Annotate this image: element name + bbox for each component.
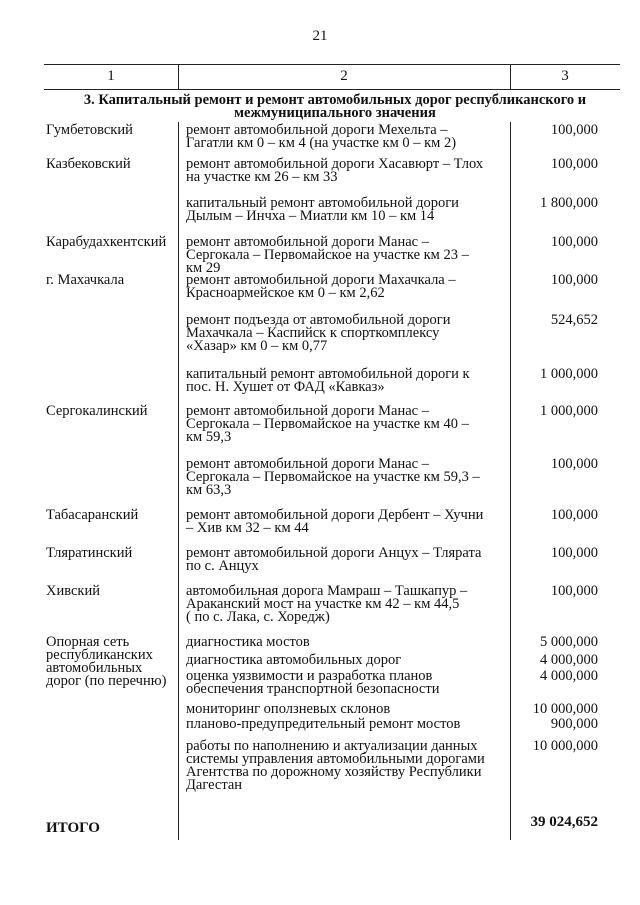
description-cell bbox=[186, 670, 439, 696]
amount-cell: 524,652 bbox=[550, 312, 598, 328]
page-number: 21 bbox=[312, 28, 328, 44]
amount-cell: 100,000 bbox=[550, 156, 598, 172]
description-line: ремонт автомобильной дороги Хасавюрт – Тлох bbox=[186, 156, 484, 172]
amount-cell: 1 000,000 bbox=[540, 403, 598, 419]
district-cell bbox=[46, 236, 166, 249]
description-cell bbox=[186, 509, 483, 535]
description-line: Агентства по дорожному хозяйству Республики bbox=[186, 764, 482, 780]
amount-cell: 1 800,000 bbox=[540, 195, 598, 211]
description-line: ремонт автомобильной дороги Манас – bbox=[186, 234, 429, 250]
description-line: планово-предупредительный ремонт мостов bbox=[186, 716, 461, 732]
district-cell bbox=[46, 124, 133, 137]
description-line: работы по наполнению и актуализации данных bbox=[186, 738, 478, 754]
district-cell bbox=[46, 585, 100, 598]
description-line: Сергокала – Первомайское на участке км 59,3 – bbox=[186, 469, 480, 485]
district-line: автомобильных bbox=[46, 660, 143, 676]
district-line: Гумбетовский bbox=[46, 122, 133, 138]
district-line: Хивский bbox=[46, 583, 100, 599]
description-cell bbox=[186, 274, 456, 300]
description-cell bbox=[186, 654, 401, 667]
description-line: автомобильная дорога Мамраш – Ташкапур – bbox=[186, 583, 468, 599]
description-line: Сергокала – Первомайское на участке км 23 – bbox=[186, 247, 469, 263]
amount-cell: 5 000,000 bbox=[540, 634, 598, 650]
description-line: обеспечения транспортной безопасности bbox=[186, 681, 440, 697]
description-cell bbox=[186, 158, 483, 184]
section-title-line: 3. Капитальный ремонт и ремонт автомобильных дорог республиканского и bbox=[83, 92, 587, 108]
table-top-rule bbox=[44, 64, 620, 65]
description-line: диагностика автомобильных дорог bbox=[186, 652, 402, 668]
total-amount: 39 024,652 bbox=[530, 814, 598, 830]
description-line: по с. Анцух bbox=[186, 558, 259, 574]
description-line: пос. Н. Хушет от ФАД «Кавказ» bbox=[186, 379, 385, 395]
description-line: ( по с. Лака, с. Хоредж) bbox=[186, 609, 330, 625]
amount-cell: 1 000,000 bbox=[540, 366, 598, 382]
description-line: на участке км 26 – км 33 bbox=[186, 169, 338, 185]
description-line: ремонт автомобильной дороги Манас – bbox=[186, 403, 429, 419]
description-cell bbox=[186, 718, 460, 731]
description-cell bbox=[186, 405, 469, 444]
district-line: Опорная сеть bbox=[46, 634, 130, 650]
district-line: республиканских bbox=[46, 647, 153, 663]
district-cell bbox=[46, 636, 166, 688]
description-cell bbox=[186, 124, 456, 150]
description-line: ремонт автомобильной дороги Анцух – Тлярата bbox=[186, 545, 482, 561]
header-bottom-rule bbox=[44, 89, 620, 90]
description-line: мониторинг оползневых склонов bbox=[186, 701, 391, 717]
description-cell bbox=[186, 703, 390, 716]
district-line: Сергокалинский bbox=[46, 403, 148, 419]
district-line: Табасаранский bbox=[46, 507, 139, 523]
description-line: диагностика мостов bbox=[186, 634, 310, 650]
description-line: Махачкала – Каспийск к спорткомплексу bbox=[186, 325, 440, 341]
amount-cell: 4 000,000 bbox=[540, 652, 598, 668]
description-cell bbox=[186, 636, 310, 649]
description-line: ремонт подъезда от автомобильной дороги bbox=[186, 312, 451, 328]
district-line: Казбековский bbox=[46, 156, 131, 172]
description-line: капитальный ремонт автомобильной дороги bbox=[186, 195, 459, 211]
description-cell bbox=[186, 740, 485, 792]
body-divider-2 bbox=[510, 122, 511, 840]
description-line: Дылым – Инчха – Миатли км 10 – км 14 bbox=[186, 208, 435, 224]
description-line: – Хив км 32 – км 44 bbox=[186, 520, 309, 536]
district-line: г. Махачкала bbox=[46, 272, 125, 288]
description-cell bbox=[186, 368, 470, 394]
section-title-line: межмуниципального значения bbox=[234, 105, 436, 121]
description-cell bbox=[186, 585, 467, 624]
description-line: капитальный ремонт автомобильной дороги к bbox=[186, 366, 470, 382]
description-line: ремонт автомобильной дороги Манас – bbox=[186, 456, 429, 472]
description-line: Сергокала – Первомайское на участке км 40 – bbox=[186, 416, 469, 432]
amount-cell: 100,000 bbox=[550, 583, 598, 599]
description-line: Дагестан bbox=[186, 777, 243, 793]
district-cell bbox=[46, 274, 124, 287]
description-line: км 59,3 bbox=[186, 429, 232, 445]
body-divider-1 bbox=[178, 122, 179, 840]
description-cell bbox=[186, 197, 459, 223]
district-line: дорог (по перечню) bbox=[46, 673, 167, 689]
district-line: Тляратинский bbox=[46, 545, 133, 561]
amount-cell: 10 000,000 bbox=[532, 701, 598, 717]
description-line: Красноармейское км 0 – км 2,62 bbox=[186, 285, 385, 301]
description-line: км 29 bbox=[186, 260, 221, 276]
amount-cell: 100,000 bbox=[550, 272, 598, 288]
amount-cell: 100,000 bbox=[550, 234, 598, 250]
column-header-2: 2 bbox=[340, 68, 348, 84]
description-line: ремонт автомобильной дороги Махачкала – bbox=[186, 272, 456, 288]
description-line: оценка уязвимости и разработка планов bbox=[186, 668, 433, 684]
description-line: Гагатли км 0 – км 4 (на участке км 0 – км 2) bbox=[186, 135, 457, 151]
amount-cell: 100,000 bbox=[550, 507, 598, 523]
description-cell bbox=[186, 458, 480, 497]
description-line: «Хазар» км 0 – км 0,77 bbox=[186, 338, 328, 354]
description-cell bbox=[186, 314, 451, 353]
description-line: Араканский мост на участке км 42 – км 44,5 bbox=[186, 596, 460, 612]
amount-cell: 100,000 bbox=[550, 456, 598, 472]
district-cell bbox=[46, 405, 148, 418]
district-cell bbox=[46, 509, 138, 522]
section-title bbox=[50, 94, 620, 120]
column-header-1: 1 bbox=[107, 68, 115, 84]
amount-cell: 4 000,000 bbox=[540, 668, 598, 684]
district-cell bbox=[46, 158, 131, 171]
amount-cell: 100,000 bbox=[550, 122, 598, 138]
district-line: Карабудахкентский bbox=[46, 234, 167, 250]
description-line: системы управления автомобильными дорогами bbox=[186, 751, 485, 767]
column-header-3: 3 bbox=[561, 68, 569, 84]
district-cell bbox=[46, 547, 132, 560]
total-label: ИТОГО bbox=[46, 820, 100, 836]
description-cell bbox=[186, 236, 469, 275]
amount-cell: 10 000,000 bbox=[532, 738, 598, 754]
description-line: ремонт автомобильной дороги Дербент – Хучни bbox=[186, 507, 484, 523]
description-cell bbox=[186, 547, 481, 573]
description-line: ремонт автомобильной дороги Мехельта – bbox=[186, 122, 448, 138]
amount-cell: 100,000 bbox=[550, 545, 598, 561]
description-line: км 63,3 bbox=[186, 482, 232, 498]
amount-cell: 900,000 bbox=[550, 716, 598, 732]
